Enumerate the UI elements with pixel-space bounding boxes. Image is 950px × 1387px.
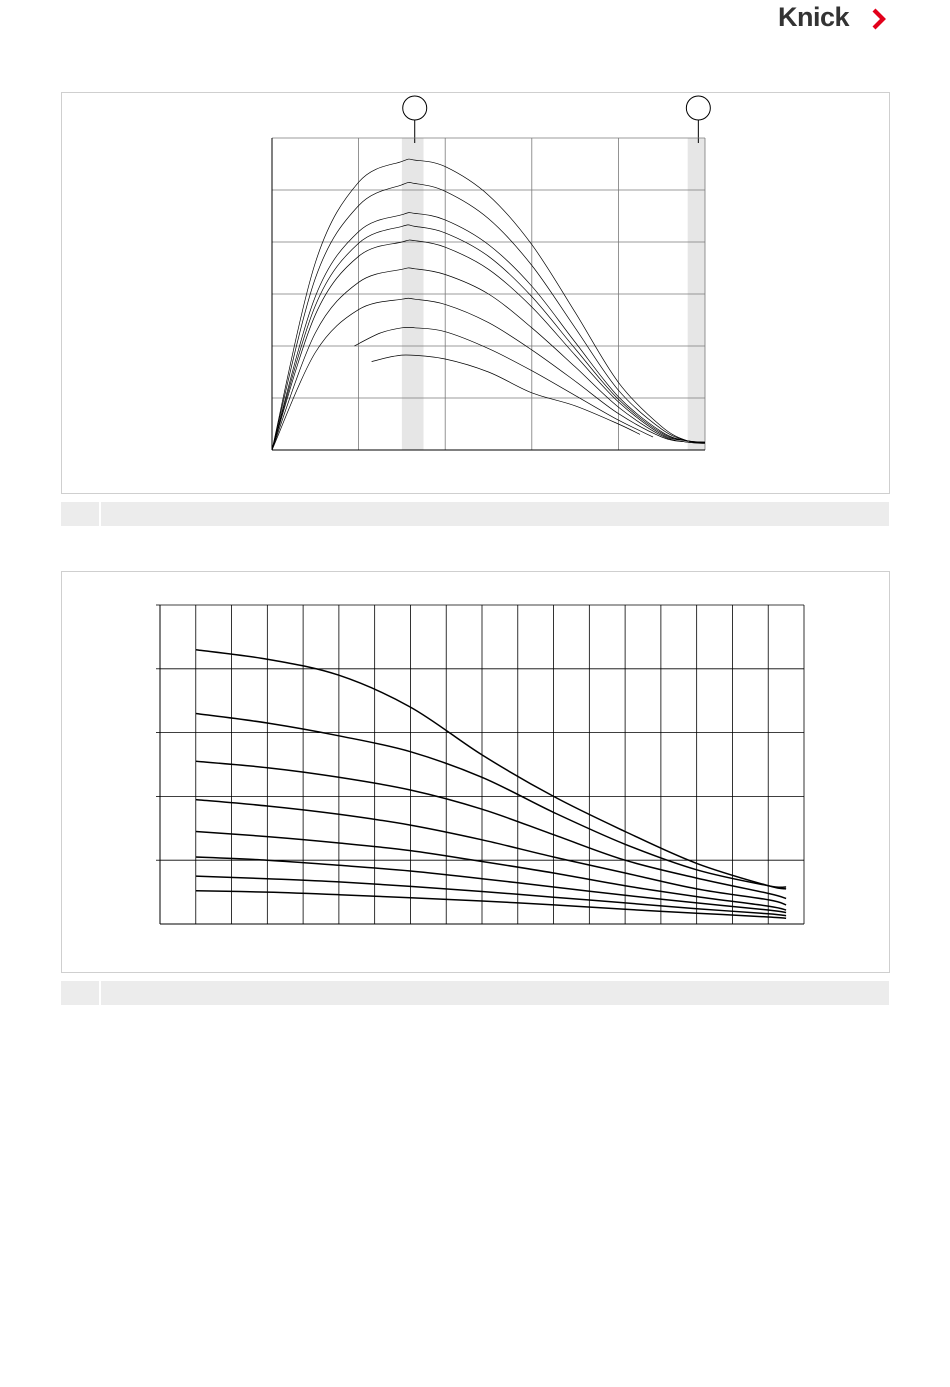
figure-caption-bar-2 xyxy=(61,981,889,1005)
callout-circle xyxy=(403,96,427,120)
series-line xyxy=(196,800,786,905)
callout-circle xyxy=(686,96,710,120)
series-line xyxy=(196,891,786,919)
series-line xyxy=(272,298,705,450)
conductivity-concentration-chart xyxy=(62,93,889,493)
brand-logo xyxy=(778,2,893,36)
caption-number-cell xyxy=(61,981,101,1005)
chevron-right-icon xyxy=(870,8,888,30)
series-line xyxy=(272,182,705,450)
series-line xyxy=(354,327,653,437)
figure-frame-2 xyxy=(61,571,890,973)
series-line xyxy=(272,213,705,450)
series-line xyxy=(196,876,786,916)
figure-frame-1 xyxy=(61,92,890,494)
caption-number-cell xyxy=(61,502,101,526)
figure-caption-bar-1 xyxy=(61,502,889,526)
series-line xyxy=(196,857,786,913)
conductivity-curves-chart xyxy=(62,572,889,972)
series-line xyxy=(272,159,705,450)
series-line xyxy=(272,268,705,450)
brand-name: Knick xyxy=(778,2,850,32)
